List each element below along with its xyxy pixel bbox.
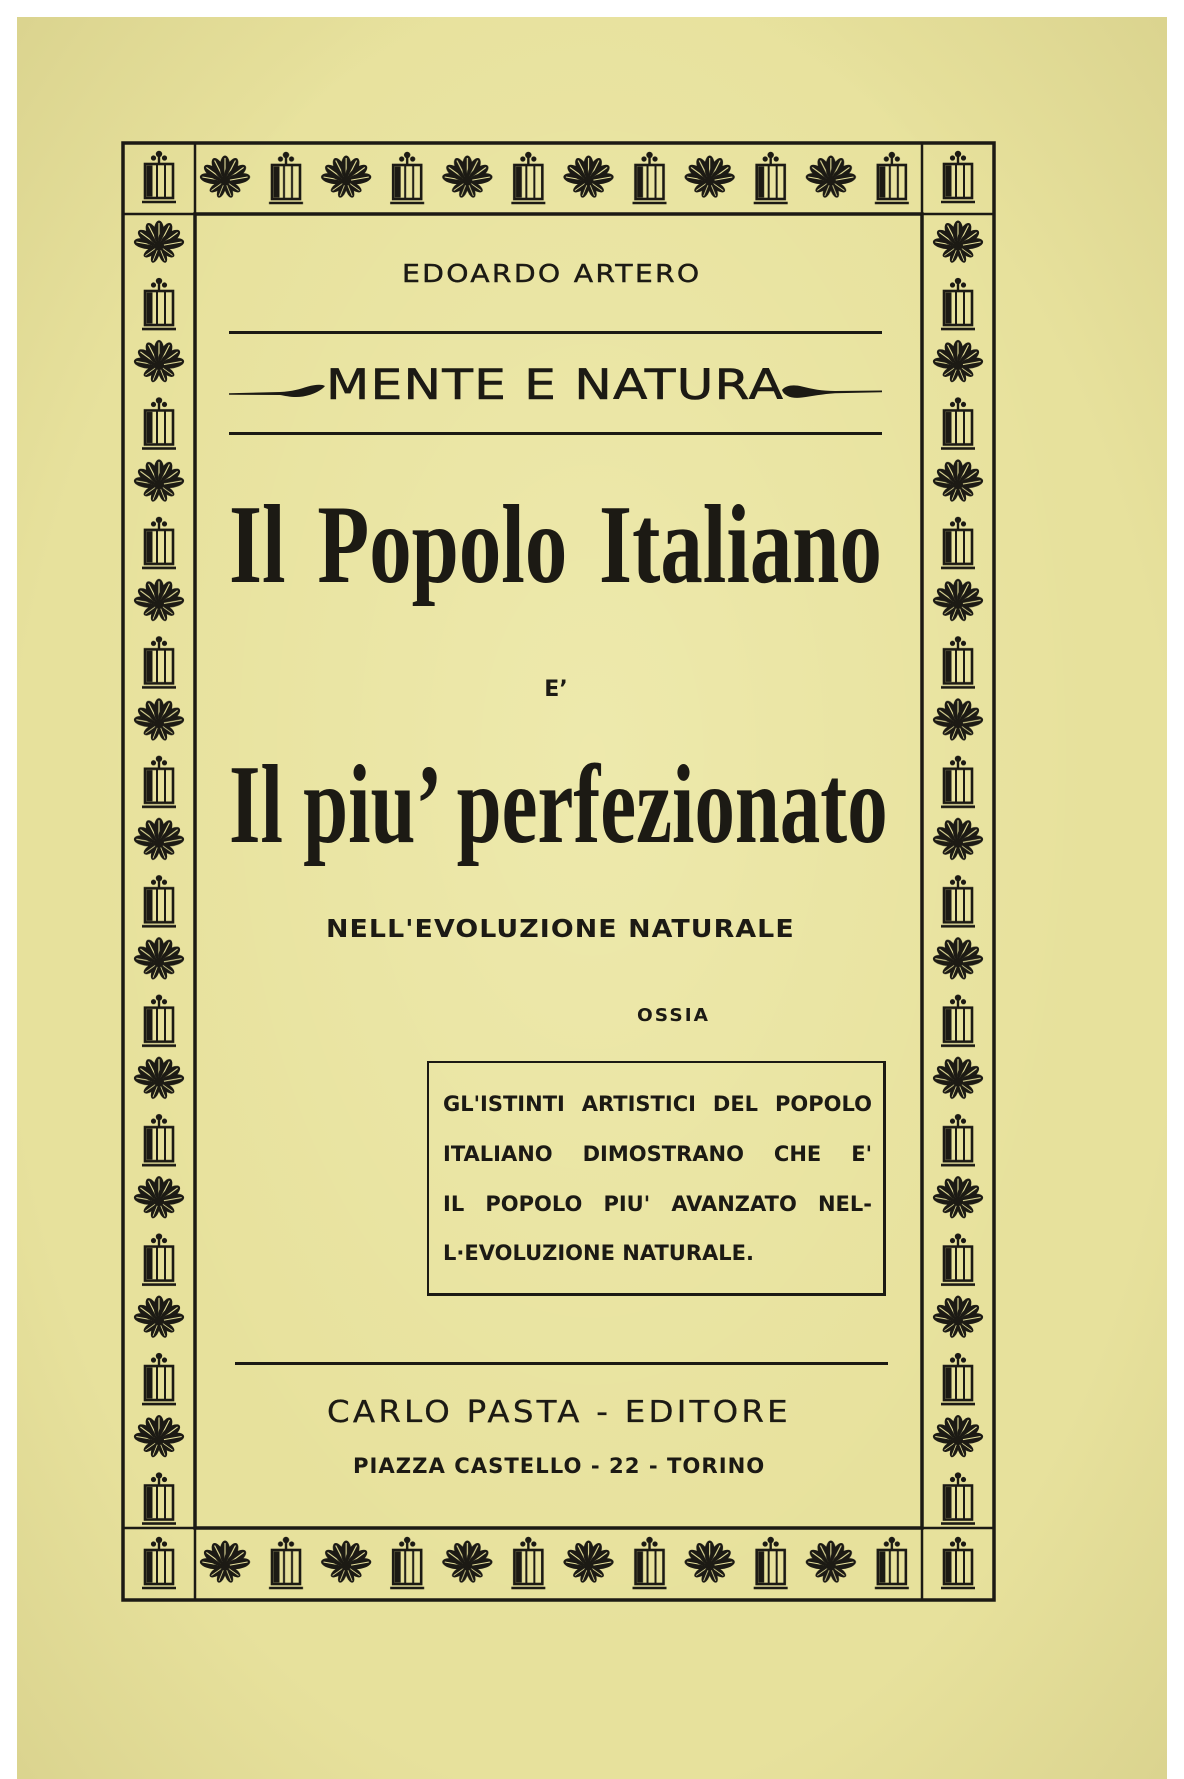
main-title-line-2-text: Il piu’ perfezionato [229,743,888,867]
publisher-address-text: PIAZZA CASTELLO - 22 - TORINO [353,1454,766,1478]
publisher-name-text: CARLO PASTA - EDITORE [327,1395,791,1430]
series-title-text: MENTE E NATURA [326,360,785,409]
ossia-label-text: OSSIA [637,1005,711,1026]
subtitle [326,911,795,947]
divider-rule-top [229,331,882,334]
author-name-text: EDOARDO ARTERO [402,259,702,288]
thesis-line: GL'ISTINTI ARTISTICI DEL POPOLO [443,1092,872,1116]
series-title [326,360,784,410]
main-title-line-1 [229,483,882,607]
thesis-line: ITALIANO DIMOSTRANO CHE E' [443,1142,872,1166]
ossia-label [637,998,710,1034]
main-title-line-1-text: Il Popolo Italiano [229,483,882,607]
title-connector-text: E’ [544,677,568,702]
publisher-name [327,1393,791,1433]
subtitle-text: NELL'EVOLUZIONE NATURALE [326,914,795,943]
thesis-line: L·EVOLUZIONE NATURALE. [443,1241,754,1265]
flourish-left-icon [229,385,325,397]
thesis-line: IL POPOLO PIU' AVANZATO NEL- [443,1192,872,1216]
title-connector [516,670,596,710]
flourish-right-icon [782,385,882,397]
publisher-address [353,1448,765,1484]
thesis-box [427,1061,886,1296]
main-title-line-2 [229,743,888,867]
author-name [402,254,701,294]
divider-rule-publisher [235,1362,888,1365]
divider-rule-series [229,432,882,435]
